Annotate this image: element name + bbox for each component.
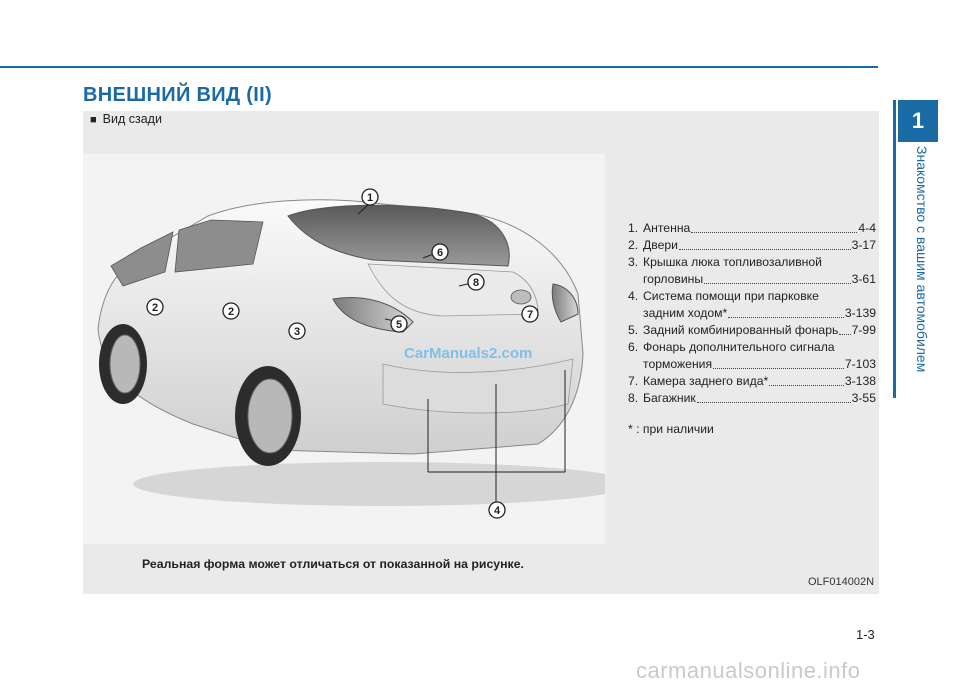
ground-shadow	[133, 462, 605, 506]
disclaimer-note: Реальная форма может отличаться от показанной на рисунке.	[142, 557, 524, 571]
legend-page: 7-103	[844, 357, 876, 371]
callout-2-front-door[interactable]	[147, 299, 163, 315]
svg-text:2: 2	[151, 302, 159, 314]
legend-page: 3-17	[851, 238, 876, 252]
legend-text: Крышка люка топливозаливной	[643, 255, 822, 269]
callout-6[interactable]	[432, 244, 448, 260]
watermark: CarManuals2.com	[404, 345, 533, 362]
legend-item[interactable]	[628, 220, 876, 237]
legend-num: 1.	[628, 221, 639, 235]
front-wheel	[99, 324, 147, 404]
legend-item[interactable]	[628, 237, 876, 254]
callout-3[interactable]	[289, 323, 305, 339]
legend-page: 3-138	[844, 374, 876, 388]
side-window-rear	[175, 220, 263, 272]
page-title: ВНЕШНИЙ ВИД (II)	[83, 84, 272, 106]
legend-item[interactable]	[628, 390, 876, 407]
legend-item[interactable]	[628, 322, 876, 339]
rear-wheel	[235, 366, 301, 466]
view-label-text: Вид сзади	[102, 112, 162, 126]
legend-page: 7-99	[851, 323, 876, 337]
legend-text: Антенна	[643, 221, 691, 235]
legend-num: 8.	[628, 391, 639, 405]
bullet-square: ■	[90, 114, 97, 126]
legend-text-cont: задним ходом*	[643, 306, 728, 320]
svg-text:6: 6	[436, 247, 444, 259]
legend-text-cont: горловины	[643, 272, 704, 286]
legend-text: Система помощи при парковке	[643, 289, 819, 303]
legend-page: 4-4	[858, 221, 876, 235]
svg-text:4: 4	[493, 505, 501, 517]
legend-text: Фонарь дополнительного сигнала	[643, 340, 835, 354]
callout-5[interactable]	[391, 316, 407, 332]
legend-num: 7.	[628, 374, 639, 388]
legend-item[interactable]	[628, 288, 876, 322]
legend-text-cont: торможения	[643, 357, 713, 371]
legend-num: 5.	[628, 323, 639, 337]
legend-text: Камера заднего вида*	[643, 374, 769, 388]
legend-num: 6.	[628, 340, 639, 354]
legend-text: Багажник	[643, 391, 696, 405]
svg-text:2: 2	[227, 306, 235, 318]
legend-page: 3-55	[851, 391, 876, 405]
callout-7[interactable]	[522, 306, 538, 322]
svg-text:1: 1	[366, 192, 374, 204]
legend-num: 3.	[628, 255, 639, 269]
callout-8[interactable]	[468, 274, 484, 290]
header-rule	[0, 66, 878, 68]
svg-text:7: 7	[526, 309, 534, 321]
legend-num: 2.	[628, 238, 639, 252]
chapter-bar	[893, 100, 896, 398]
legend-item[interactable]	[628, 373, 876, 390]
figure-code: OLF014002N	[808, 576, 875, 588]
legend-footnote: * : при наличии	[628, 422, 714, 436]
callout-1[interactable]	[362, 189, 378, 205]
chapter-tab[interactable]: 1	[898, 100, 938, 142]
svg-text:8: 8	[472, 277, 480, 289]
legend-page: 3-139	[844, 306, 876, 320]
legend-num: 4.	[628, 289, 639, 303]
legend-item[interactable]	[628, 254, 876, 288]
page-number: 1-3	[856, 627, 875, 642]
legend-text: Двери	[643, 238, 678, 252]
chapter-title: Знакомство с вашим автомобилем	[914, 146, 930, 373]
callout-2-rear-door[interactable]	[223, 303, 239, 319]
legend-item[interactable]	[628, 339, 876, 373]
svg-text:3: 3	[293, 326, 301, 338]
legend-text: Задний комбинированный фонарь	[643, 323, 839, 337]
callout-4[interactable]	[489, 502, 505, 518]
parts-legend	[628, 220, 876, 438]
footer-site-watermark: carmanualsonline.info	[636, 658, 861, 683]
view-label	[90, 112, 162, 126]
legend-page: 3-61	[851, 272, 876, 286]
svg-text:5: 5	[395, 319, 403, 331]
brand-emblem	[511, 290, 531, 304]
